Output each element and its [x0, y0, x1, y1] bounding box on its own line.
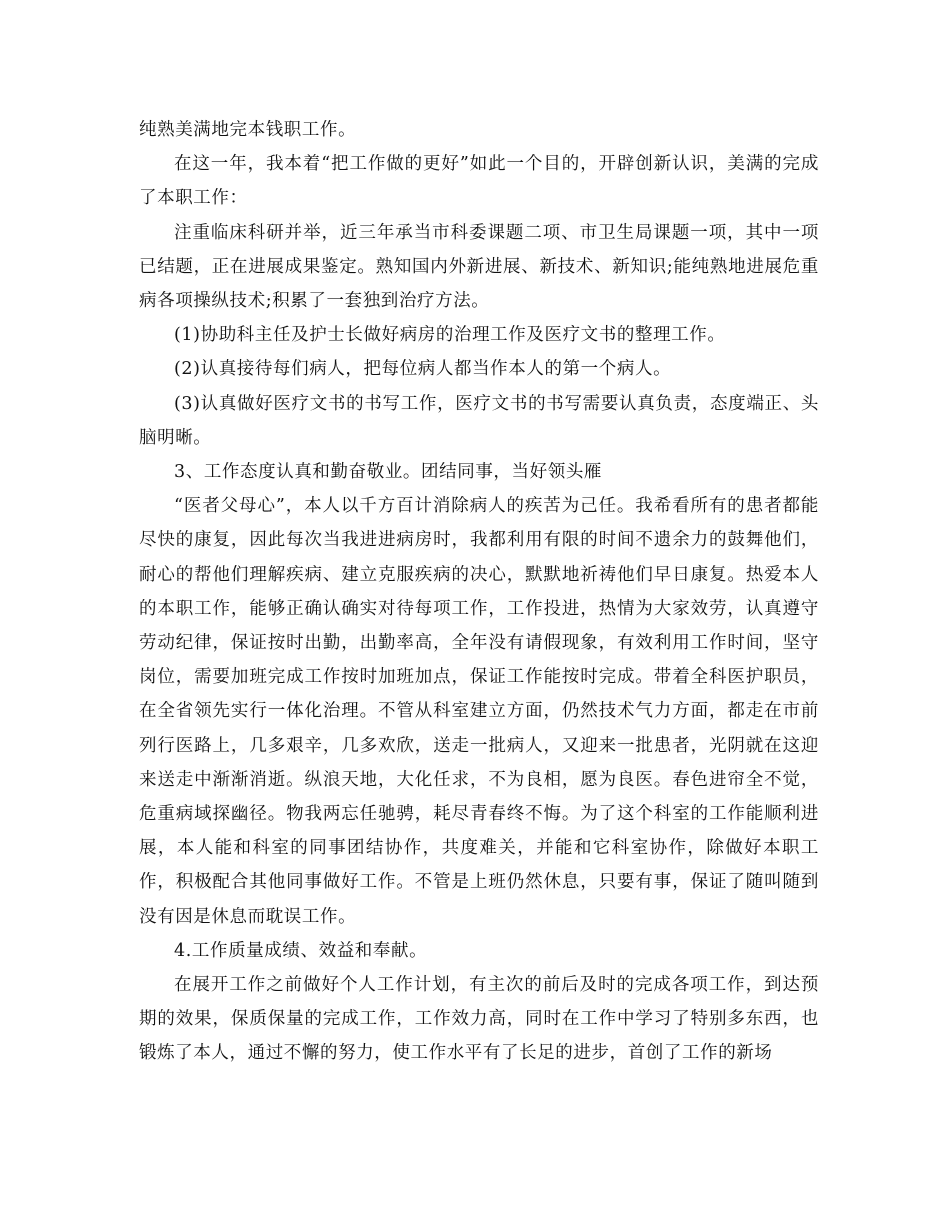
- paragraph-quality: 在展开工作之前做好个人工作计划，有主次的前后及时的完成各项工作，到达预期的效果，保质保量的完成工作，工作效力高，同时在工作中学习了特别多东西，也锻炼了本人，通过不懈的努力，使工作水平有了长足的进步，首创了工作的新场: [139, 975, 819, 1064]
- section-heading-3: 3、工作态度认真和勤奋敬业。团结同事，当好领头雁: [174, 462, 603, 483]
- document-page: [139, 113, 819, 1071]
- paragraph-continuation: 纯熟美满地完本钱职工作。: [139, 120, 357, 140]
- paragraph-attitude: “医者父母心”，本人以千方百计消除病人的疾苦为己任。我希看所有的患者都能尽快的康复，因此每次当我进进病房时，我都利用有限的时间不遗余力的鼓舞他们，耐心的帮他们理解疾病、建立克服疾病的决心，默默地祈祷他们早日康复。热爱本人的本职工作，能够正确认确实对待每项工作，工作投进，热情为大家效劳，认真遵守劳动纪律，保证按时出勤，出勤率高，全年没有请假现象，有效利用工作时间，坚守岗位，需要加班完成工作按时加班加点，保证工作能按时完成。带着全科医护职员，在全省领先实行一体化治理。不管从科室建立方面，仍然技术气力方面，都走在市前列行医路上，几多艰辛，几多欢欣，送走一批病人，又迎来一批患者，光阴就在这迎来送走中渐渐消逝。纵浪天地，大化任求，不为良相，愿为良医。春色进帘全不觉，危重病域探幽径。物我两忘任驰骋，耗尽青春终不悔。为了这个科室的工作能顺利进展，本人能和科室的同事团结协作，共度难关，并能和它科室协作，除做好本职工作，积极配合其他同事做好工作。不管是上班仍然休息，只要有事，保证了随叫随到没有因是休息而耽误工作。: [139, 496, 819, 927]
- list-item-2: (2)认真接待每们病人，把每位病人都当作本人的第一个病人。: [174, 359, 672, 380]
- paragraph-research: 注重临床科研并举，近三年承当市科委课题二项、市卫生局课题一项，其中一项已结题，正在进展成果鉴定。熟知国内外新进展、新技术、新知识;能纯熟地进展危重病各项操纵技术;积累了一套独到治疗方法。: [139, 222, 819, 312]
- section-heading-4: 4.工作质量成绩、效益和奉献。: [174, 940, 428, 961]
- paragraph-intro: 在这一年，我本着“把工作做的更好”如此一个目的，开辟创新认识，美满的完成了本职工作：: [139, 154, 819, 209]
- list-item-1: (1)协助科主任及护士长做好病房的治理工作及医疗文书的整理工作。: [174, 325, 726, 346]
- list-item-3: (3)认真做好医疗文书的书写工作，医疗文书的书写需要认真负责，态度端正、头脑明晰。: [139, 393, 819, 448]
